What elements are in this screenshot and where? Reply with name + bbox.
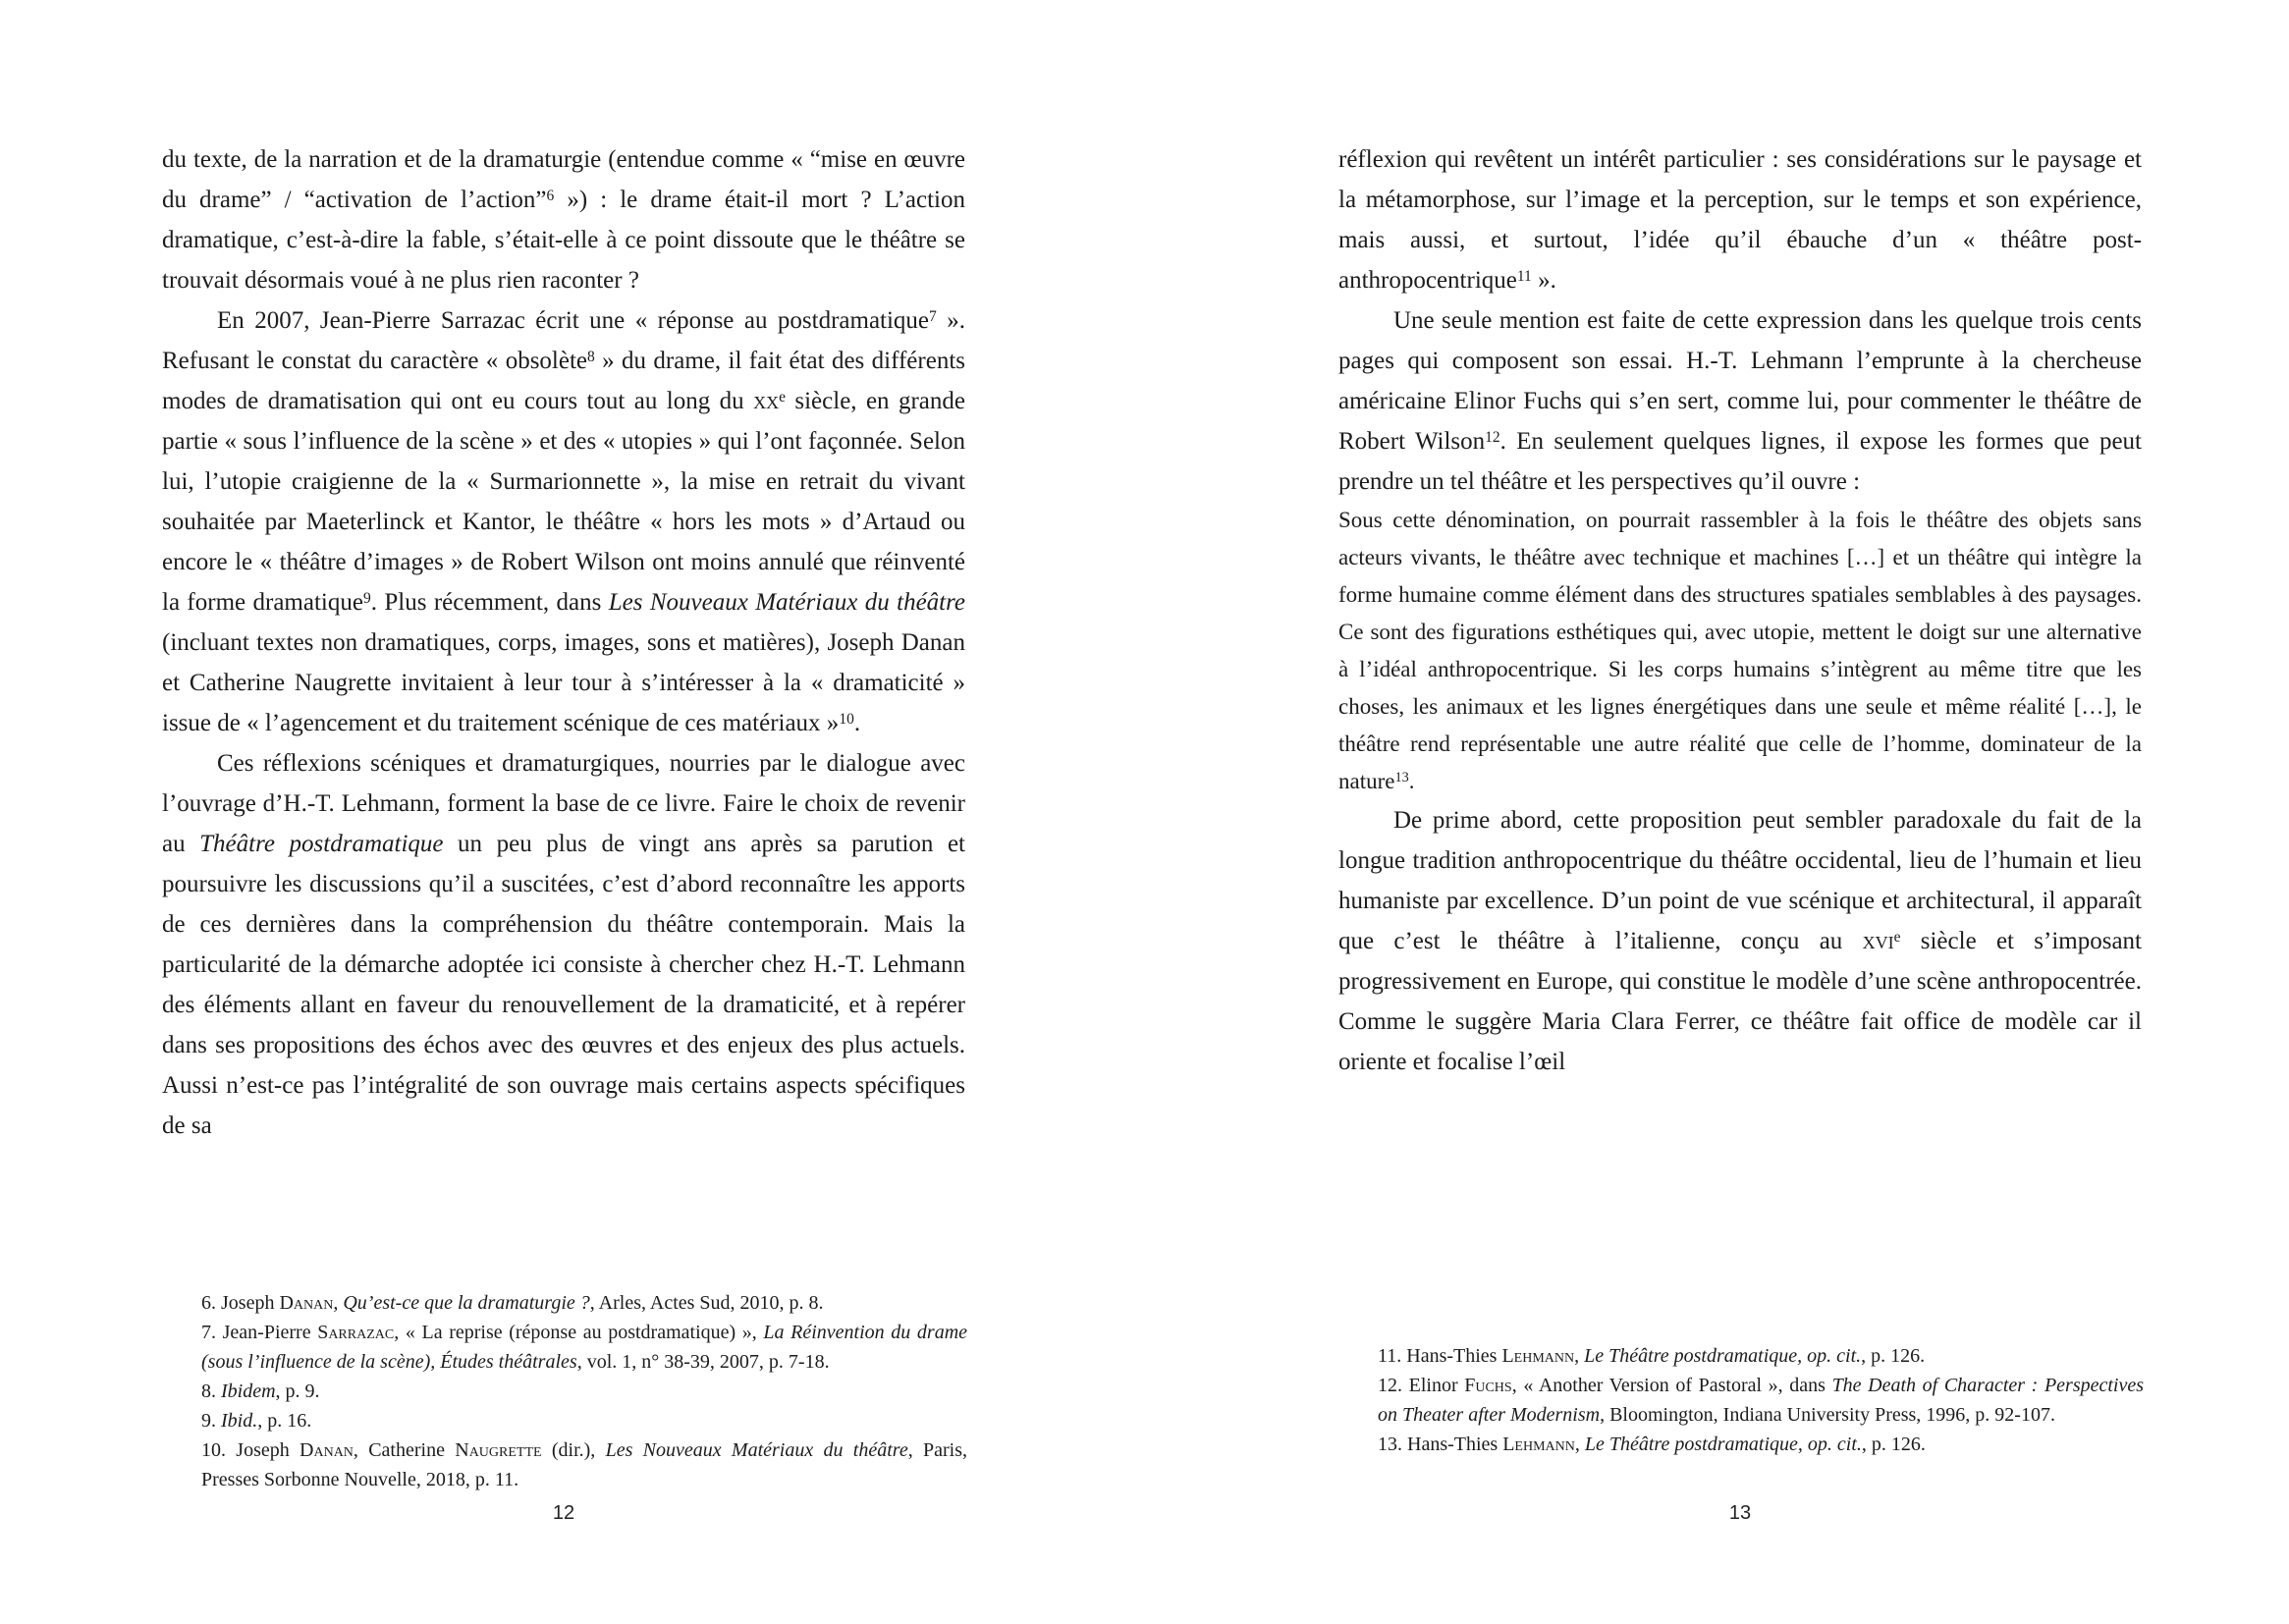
page-number-left: 12	[552, 1502, 575, 1524]
body-paragraph: Une seule mention est faite de cette expression dans les quelque trois cents pages qui composent son essai. H.-T. Lehmann l’emprunte à la chercheuse américaine Elinor Fuchs qui s’en sert, comme lui, pour commenter le théâtre de Robert Wilson$^{12}$. En seulement quelques lignes, il expose les formes que peut prendre un tel théâtre et les perspectives qu’il ouvre :	[1338, 307, 2142, 495]
footnote: 8. Ibidem, p. 9.	[201, 1380, 320, 1402]
page-13-footnotes	[1378, 1341, 2144, 1459]
footnote: 13. Hans-Thies Lehmann, Le Théâtre postdramatique, op. cit., p. 126.	[1378, 1434, 1926, 1455]
quote-paragraph: Sous cette dénomination, on pourrait rassembler à la fois le théâtre des objets sans acteurs vivants, le théâtre avec technique et machines […] et un théâtre qui intègre la forme humaine comme élément dans des structures spatiales semblables à des paysages. Ce sont des figurations esthétiques qui, avec utopie, mettent le doigt sur une alternative à l’idéal anthropocentrique. Si les corps humains s’intègrent au même titre que les choses, les animaux et les lignes énergétiques dans une seule et même réalité […], le théâtre rend représentable une autre réalité que celle de l’homme, dominateur de la nature$^{13}$.	[1338, 508, 2142, 793]
page-12-footnotes	[201, 1288, 967, 1494]
page-12-body	[162, 139, 965, 1146]
page-number-right: 13	[1728, 1502, 1752, 1524]
page-13-body	[1338, 139, 2142, 1082]
footnote: 6. Joseph Danan, Qu’est-ce que la dramaturgie ?, Arles, Actes Sud, 2010, p. 8.	[201, 1292, 824, 1314]
body-paragraph: du texte, de la narration et de la dramaturgie (entendue comme « “mise en œuvre du drame” / “activation de l’action”$^6$ ») : le drame était-il mort ? L’action dramatique, c’est-à-dire la fable, s’était-elle à ce point dissoute que le théâtre se trouvait désormais voué à ne plus rien raconter ?	[162, 146, 965, 294]
footnote: 7. Jean-Pierre Sarrazac, « La reprise (réponse au postdramatique) », La Réinvention du drame (sous l’influence de la scène), Études théâtrales, vol. 1, n° 38-39, 2007, p. 7-18.	[201, 1322, 968, 1373]
body-paragraph: Ces réflexions scéniques et dramaturgiques, nourries par le dialogue avec l’ouvrage d’H.-T. Lehmann, forment la base de ce livre. Faire le choix de revenir au Théâtre postdramatique un peu plus de vingt ans après sa parution et poursuivre les discussions qu’il a suscitées, c’est d’abord reconnaître les apports de ces dernières dans la compréhension du théâtre contemporain. Mais la particularité de la démarche adoptée ici consiste à chercher chez H.-T. Lehmann des éléments allant en faveur du renouvellement de la dramaticité, et à repérer dans ses propositions des échos avec des œuvres et des enjeux des plus actuels. Aussi n’est-ce pas l’intégralité de son ouvrage mais certains aspects spécifiques de sa	[162, 750, 965, 1139]
footnote: 11. Hans-Thies Lehmann, Le Théâtre postdramatique, op. cit., p. 126.	[1378, 1345, 1926, 1367]
footnote: 10. Joseph Danan, Catherine Naugrette (dir.), Les Nouveaux Matériaux du théâtre, Paris, Presses Sorbonne Nouvelle, 2018, p. 11.	[201, 1439, 968, 1490]
body-paragraph: De prime abord, cette proposition peut sembler paradoxale du fait de la longue tradition anthropocentrique du théâtre occidental, lieu de l’humain et lieu humaniste par excellence. D’un point de vue scénique et architectural, il apparaît que c’est le théâtre à l’italienne, conçu au xvi$^e$ siècle et s’imposant progressivement en Europe, qui constitue le modèle d’une scène anthropocentrée. Comme le suggère Maria Clara Ferrer, ce théâtre fait office de modèle car il oriente et focalise l’œil	[1338, 807, 2142, 1075]
body-paragraph: réflexion qui revêtent un intérêt particulier : ses considérations sur le paysage et la métamorphose, sur l’image et la perception, sur le temps et son expérience, mais aussi, et surtout, l’idée qu’il ébauche d’un « théâtre post-anthropocentrique$^{11}$ ».	[1338, 146, 2142, 294]
footnote: 9. Ibid., p. 16.	[201, 1410, 312, 1432]
body-paragraph: En 2007, Jean-Pierre Sarrazac écrit une « réponse au postdramatique$^7$ ». Refusant le constat du caractère « obsolète$^8$ » du drame, il fait état des différents modes de dramatisation qui ont eu cours tout au long du $xx^e$ siècle, en grande partie « sous l’influence de la scène » et des « utopies » qui l’ont façonnée. Selon lui, l’utopie craigienne de la « Surmarionnette », la mise en retrait du vivant souhaitée par Maeterlinck et Kantor, le théâtre « hors les mots » d’Artaud ou encore le « théâtre d’images » de Robert Wilson ont moins annulé que réinventé la forme dramatique$^9$. Plus récemment, dans Les Nouveaux Matériaux du théâtre (incluant textes non dramatiques, corps, images, sons et matières), Joseph Danan et Catherine Naugrette invitaient à leur tour à s’intéresser à la « dramaticité » issue de « l’agencement et du traitement scénique de ces matériaux »$^{10}$.	[162, 307, 966, 736]
footnote: 12. Elinor Fuchs, « Another Version of Pastoral », dans The Death of Character : Perspectives on Theater after Modernism, Bloomington, Indiana University Press, 1996, p. 92-107.	[1378, 1375, 2145, 1426]
